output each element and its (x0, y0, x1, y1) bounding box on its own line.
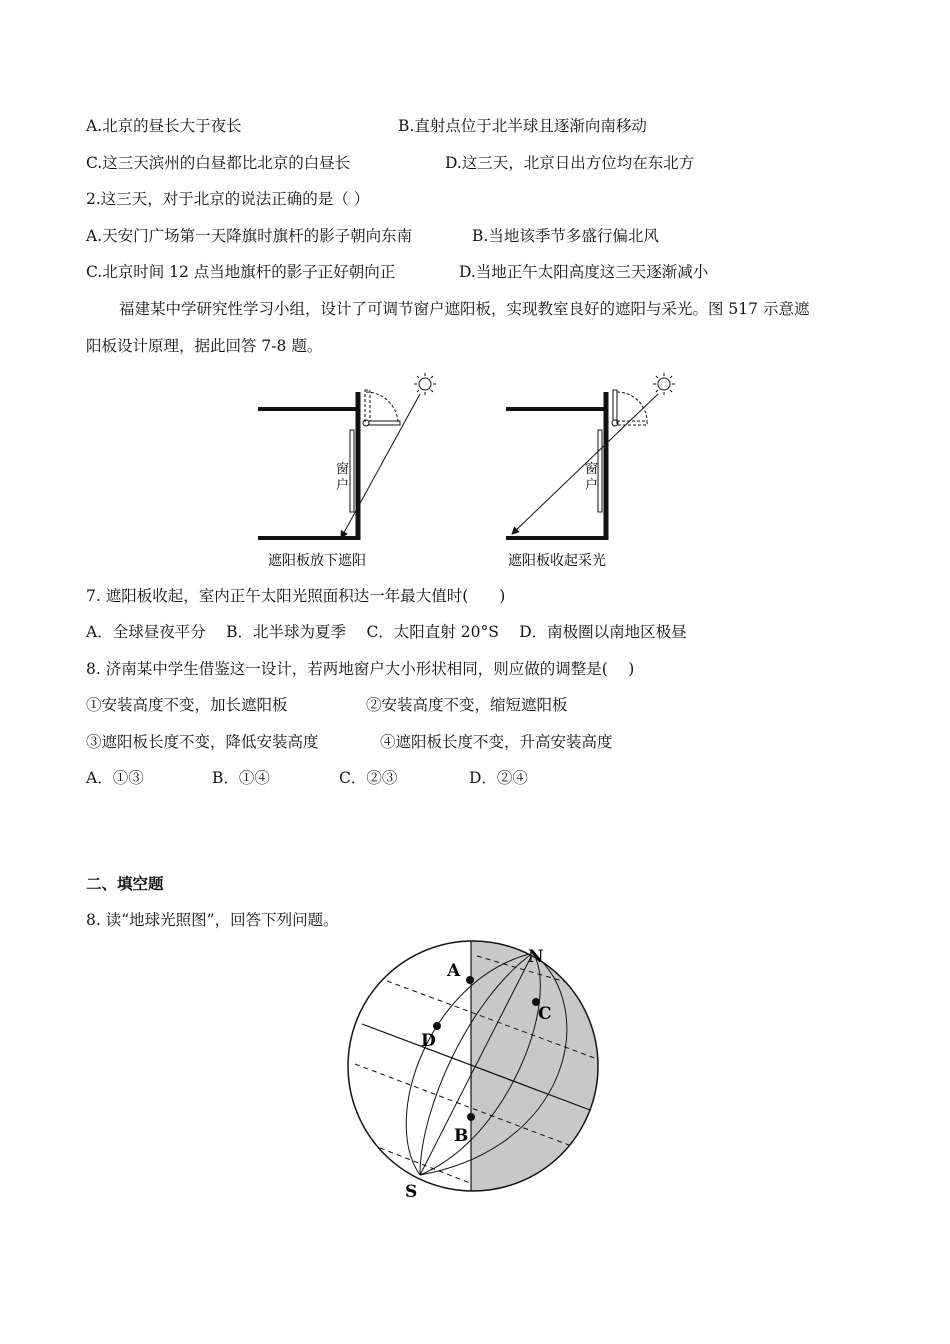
left-caption: 遮阳板放下遮阳 (268, 553, 366, 569)
q2-option-d: D.当地正午太阳高度这三天逐渐减小 (459, 263, 709, 281)
label-d: D (421, 1031, 436, 1051)
option-c: C.这三天滨州的白昼都比北京的白昼长 (86, 154, 351, 172)
label-b: B (454, 1126, 469, 1146)
q7-stem: 7. 遮阳板收起，室内正午太阳光照面积达一年最大值时( ) (86, 587, 506, 605)
q8b-stem: 8. 读“地球光照图”，回答下列问题。 (86, 911, 339, 929)
point-b (467, 1113, 475, 1121)
q2-option-c: C.北京时间 12 点当地旗杆的影子正好朝向正 (86, 263, 396, 281)
window-label: 户 (585, 478, 599, 493)
q2-option-b: B.当地该季节多盛行偏北风 (472, 227, 659, 245)
label-a: A (447, 961, 461, 981)
q2-option-a: A.天安门广场第一天降旗时旗杆的影子朝向东南 (86, 227, 413, 245)
point-a (466, 976, 474, 984)
q8-choice-4: ④遮阳板长度不变，升高安装高度 (380, 733, 613, 751)
q8-choice-1: ①安装高度不变，加长遮阳板 (86, 696, 288, 714)
q2-stem: 2.这三天，对于北京的说法正确的是（ ） (86, 190, 370, 208)
option-b: B.直射点位于北半球且逐渐向南移动 (398, 117, 647, 135)
q8-stem: 8. 济南某中学生借鉴这一设计，若两地窗户大小形状相同，则应做的调整是( ) (86, 660, 635, 678)
q8-choice-3: ③遮阳板长度不变，降低安装高度 (86, 733, 319, 751)
left-panel (258, 373, 436, 569)
window-label: 窗 (585, 462, 599, 477)
label-c: C (538, 1004, 552, 1024)
earth-illumination-diagram (0, 938, 950, 1208)
night-side (471, 938, 731, 1198)
label-s: S (405, 1182, 418, 1202)
q7-options: A．全球昼夜平分 B．北半球为夏季 C．太阳直射 20°S D．南极圈以南地区极昼 (86, 623, 687, 641)
q8-option-c: C．②③ (339, 769, 398, 787)
window-label: 户 (336, 478, 350, 493)
point-d (433, 1022, 441, 1030)
right-caption: 遮阳板收起采光 (508, 553, 606, 569)
q8-option-a: A．①③ (86, 769, 144, 787)
q8-option-b: B．①④ (212, 769, 270, 787)
right-panel (506, 373, 675, 569)
q8-choice-2: ②安装高度不变，缩短遮阳板 (366, 696, 568, 714)
q8-option-d: D．②④ (469, 769, 528, 787)
option-d: D.这三天，北京日出方位均在东北方 (445, 154, 695, 172)
label-n: N (528, 947, 544, 967)
sunshade-diagram (0, 370, 950, 580)
section-title: 二、填空题 (86, 874, 164, 893)
window-label: 窗 (336, 462, 350, 477)
option-a: A.北京的昼长大于夜长 (86, 117, 242, 135)
sun-icon (653, 373, 675, 395)
intro-line-1: 福建某中学研究性学习小组，设计了可调节窗户遮阳板，实现教室良好的遮阳与采光。图 517 示意遮 (119, 300, 810, 318)
intro-line-2: 阳板设计原理，据此回答 7-8 题。 (86, 337, 323, 355)
sun-icon (414, 373, 436, 395)
